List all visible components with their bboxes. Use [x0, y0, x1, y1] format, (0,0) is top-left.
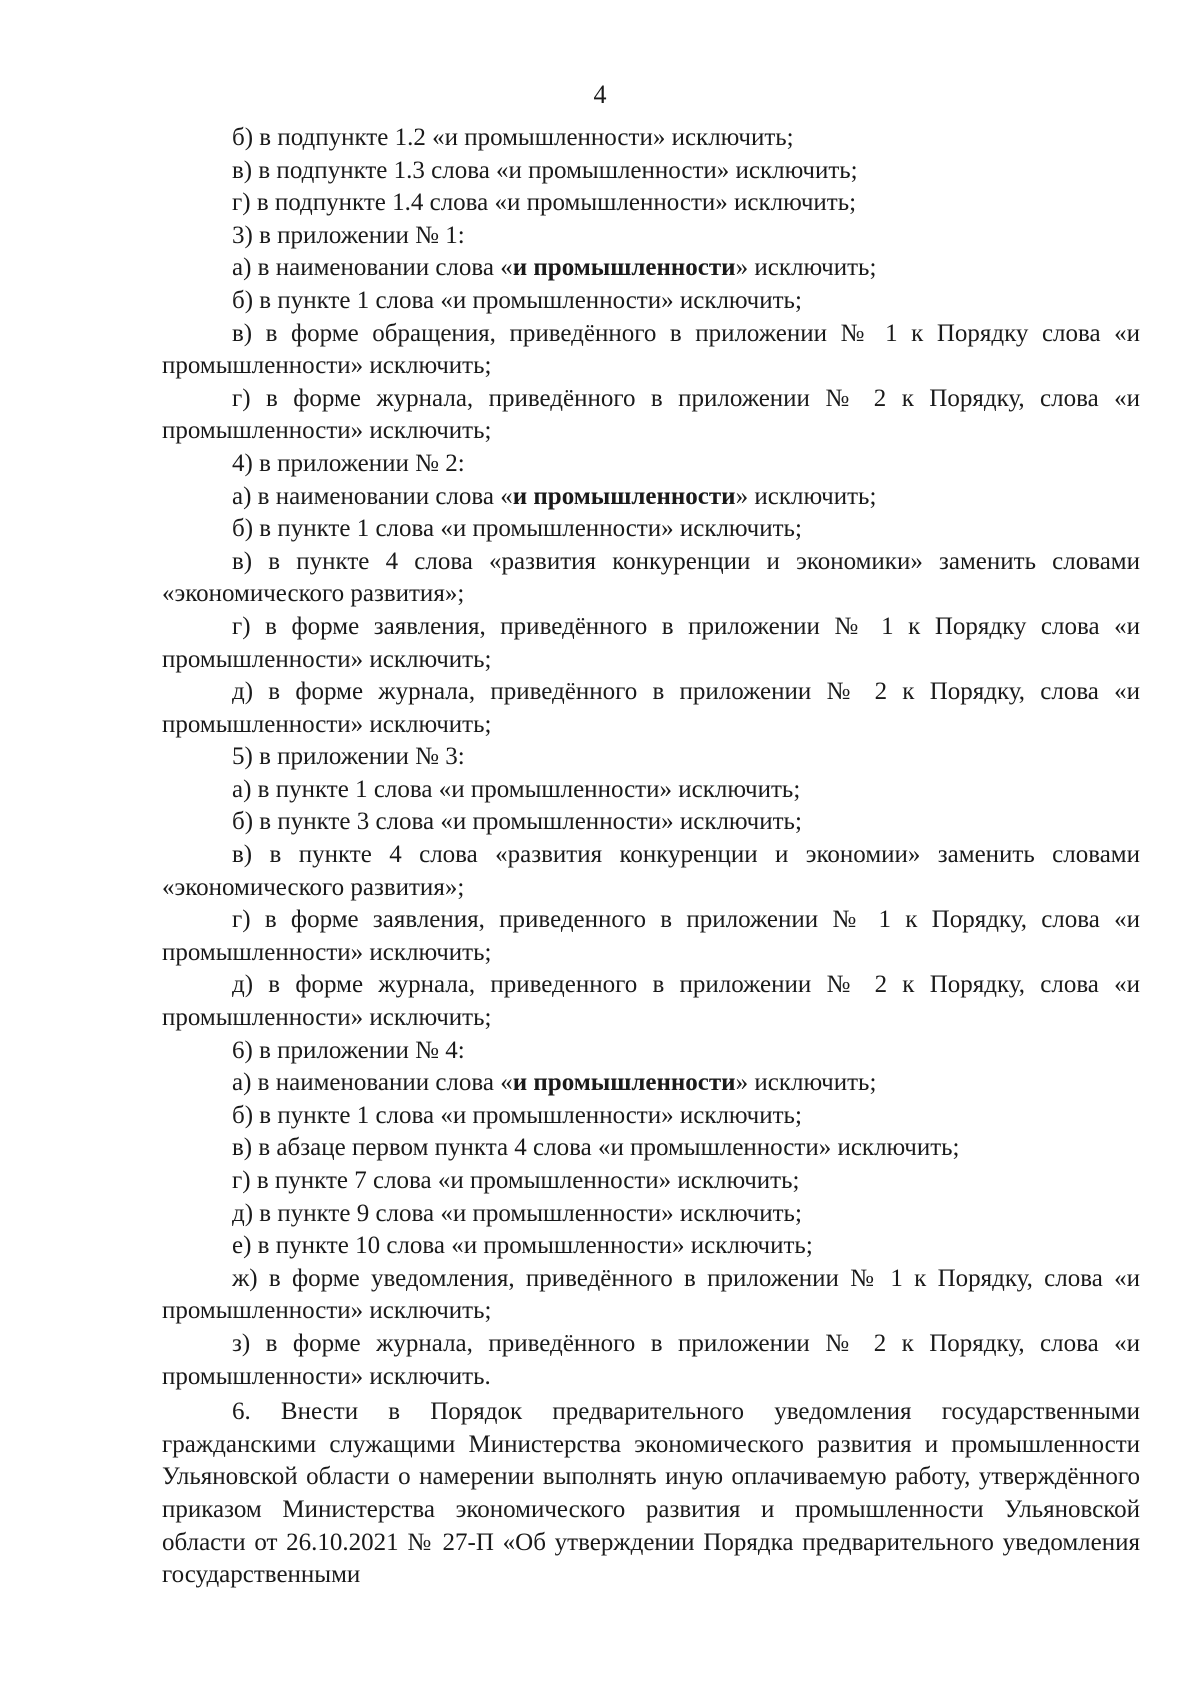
- text-run: а) в наименовании слова «: [232, 1069, 513, 1097]
- paragraph-with-bold: [162, 1067, 1140, 1100]
- paragraph: 4) в приложении № 2:: [232, 449, 465, 477]
- paragraph: в) в подпункте 1.3 слова «и промышленности» исключить;: [232, 156, 858, 184]
- text-run: а) в наименовании слова «: [232, 482, 513, 510]
- text-run: а) в наименовании слова «: [232, 254, 513, 282]
- bold-text-run: и промышленности: [512, 1069, 736, 1097]
- paragraph: б) в пункте 1 слова «и промышленности» исключить;: [232, 286, 802, 314]
- paragraph: г) в форме заявления, приведённого в приложении № 1 к Порядку слова «и промышленности» исключить;: [162, 612, 1140, 673]
- paragraph: 6) в приложении № 4:: [232, 1036, 465, 1064]
- paragraph: б) в пункте 3 слова «и промышленности» исключить;: [232, 808, 802, 836]
- page-number: 4: [593, 80, 607, 109]
- paragraph: а) в пункте 1 слова «и промышленности» исключить;: [232, 775, 801, 803]
- text-run: » исключить;: [735, 1069, 877, 1097]
- paragraph-with-bold: [162, 252, 1140, 285]
- paragraph: 3) в приложении № 1:: [232, 221, 465, 249]
- paragraph: б) в подпункте 1.2 «и промышленности» исключить;: [232, 124, 794, 151]
- paragraph: з) в форме журнала, приведённого в приложении № 2 к Порядку, слова «и промышленности» исключить.: [162, 1329, 1140, 1390]
- text-run: » исключить;: [735, 482, 877, 510]
- paragraph: д) в форме журнала, приведенного в приложении № 2 к Порядку, слова «и промышленности» исключить;: [162, 971, 1140, 1032]
- paragraph: б) в пункте 1 слова «и промышленности» исключить;: [232, 1101, 802, 1129]
- paragraph: ж) в форме уведомления, приведённого в приложении № 1 к Порядку, слова «и промышленности» исключить;: [162, 1264, 1140, 1325]
- paragraph: г) в форме журнала, приведённого в приложении № 2 к Порядку, слова «и промышленности» исключить;: [162, 384, 1140, 445]
- paragraph: в) в форме обращения, приведённого в приложении № 1 к Порядку слова «и промышленности» исключить;: [162, 319, 1140, 380]
- paragraph: д) в пункте 9 слова «и промышленности» исключить;: [232, 1199, 802, 1227]
- paragraph-with-bold: [162, 481, 1140, 514]
- bold-text-run: и промышленности: [512, 254, 736, 282]
- document-body: [162, 122, 1140, 1592]
- bold-text-run: и промышленности: [512, 482, 736, 510]
- paragraph: в) в абзаце первом пункта 4 слова «и промышленности» исключить;: [232, 1134, 960, 1162]
- paragraph: 5) в приложении № 3:: [232, 743, 465, 771]
- paragraph: г) в подпункте 1.4 слова «и промышленности» исключить;: [232, 189, 857, 217]
- paragraph: б) в пункте 1 слова «и промышленности» исключить;: [232, 515, 802, 543]
- paragraph: в) в пункте 4 слова «развития конкуренции и экономики» заменить словами «экономического развития»;: [162, 547, 1140, 608]
- paragraph: е) в пункте 10 слова «и промышленности» исключить;: [232, 1232, 813, 1260]
- paragraph: г) в форме заявления, приведенного в приложении № 1 к Порядку, слова «и промышленности» исключить;: [162, 906, 1140, 966]
- paragraph: 6. Внести в Порядок предварительного уведомления государственными гражданскими служащими Министерства экономического развития и промышленности Ульяновской области о намерении выполнять иную оплачиваемую работу, утверждённого приказом Министерства экономического развития и промышленности Ульяновской области от 26.10.2021 № 27-П «Об утверждении Порядка предварительного уведомления государственными: [162, 1398, 1140, 1589]
- paragraph: г) в пункте 7 слова «и промышленности» исключить;: [232, 1167, 800, 1194]
- text-run: » исключить;: [735, 254, 877, 282]
- paragraph: в) в пункте 4 слова «развития конкуренции и экономии» заменить словами «экономического развития»;: [162, 841, 1140, 901]
- paragraph: д) в форме журнала, приведённого в приложении № 2 к Порядку, слова «и промышленности» исключить;: [162, 678, 1140, 738]
